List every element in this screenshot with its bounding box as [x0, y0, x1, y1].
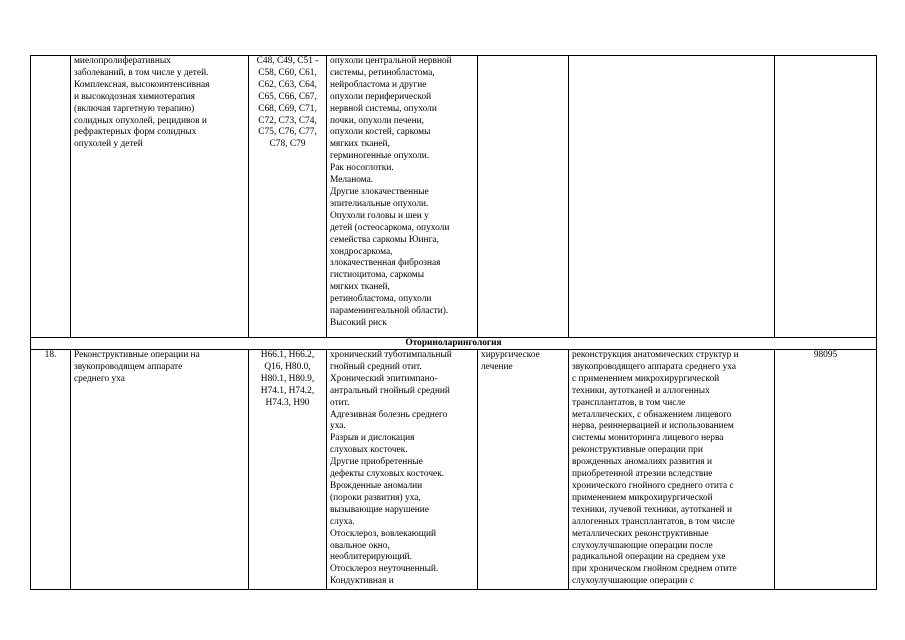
treatment-method-line: при хроническом гнойном среднем отите	[572, 564, 737, 575]
patient-model-line: злокачественная фиброзная	[330, 258, 441, 269]
patient-model-line: гистиоцитома, саркомы	[330, 270, 425, 281]
treatment-method-line: слухоулучшающие операции с	[572, 576, 694, 587]
treatment-method-line: техники, аутотканей и аллогенных	[572, 385, 710, 396]
patient-model-line: семейства саркомы Юинга,	[330, 234, 439, 245]
patient-model-line: уха.	[330, 421, 346, 432]
procedure-name-cell	[71, 350, 249, 590]
patient-model-line: слуха.	[330, 516, 355, 527]
patient-model-line: нейробластома и другие	[330, 79, 427, 90]
procedure-name-line: Комплексная, высокоинтенсивная	[74, 79, 210, 90]
patient-model-line: Хронический эпитимпано-	[330, 373, 438, 384]
treatment-method-line: врожденных аномалиях развития и	[572, 457, 712, 468]
patient-model-line: необлитерирующий.	[330, 552, 412, 563]
icd-code-line: C68, C69, C71,	[258, 103, 317, 114]
patient-model-line: овальное окно,	[330, 540, 390, 551]
procedure-name-line: среднего уха	[74, 373, 125, 384]
patient-model-line: Врожденные аномалии	[330, 480, 423, 491]
patient-model-line: Другие злокачественные	[330, 186, 429, 197]
treatment-method-line: металлических, с обнажением лицевого	[572, 409, 732, 420]
patient-model-line: хондросаркома,	[330, 246, 393, 257]
treatment-method-line: приобретенной атрезии вследствие	[572, 469, 713, 480]
icd-code-line: C48, C49, C51 -	[256, 56, 319, 66]
treatment-type-cell	[478, 350, 569, 590]
patient-model-line: опухоли центральной нервной	[330, 56, 452, 66]
icd-code-line: H74.3, H90	[265, 397, 310, 408]
patient-model-line: хронический туботимпальный	[330, 350, 452, 360]
procedure-name-line: опухолей у детей	[74, 139, 143, 150]
treatment-method-cell	[569, 350, 775, 590]
treatment-method-line: нерва, реиннервацией и использованием	[572, 421, 734, 432]
patient-model-line: Высокий риск	[330, 317, 387, 328]
icd-code-line: Q16, H80.0,	[264, 361, 311, 372]
patient-model-line: Адгезивная болезнь среднего	[330, 409, 448, 420]
icd-code-line: C62, C63, C64,	[258, 79, 317, 90]
patient-model-line: детей (остеосаркома, опухоли	[330, 222, 450, 233]
treatment-method-line: хронического гнойного среднего отита с	[572, 480, 734, 491]
patient-model-cell	[327, 350, 478, 590]
procedure-name-line: заболеваний, в том числе у детей.	[74, 67, 209, 78]
treatment-method-line: системы мониторинга лицевого нерва	[572, 433, 724, 444]
patient-model-line: эпителиальные опухоли.	[330, 198, 429, 209]
procedure-name-line: миелопролиферативных	[74, 56, 171, 66]
row-number-cell	[31, 56, 71, 338]
treatment-method-line: реконструктивные операции при	[572, 445, 703, 456]
treatment-method-cell	[569, 56, 775, 338]
icd-code-line: C72, C73, C74,	[258, 115, 317, 126]
patient-model-line: Отосклероз неуточненный.	[330, 564, 439, 575]
vmp-table	[30, 55, 877, 590]
patient-model-line: ретинобластома, опухоли	[330, 294, 432, 305]
treatment-method-line: применением микрохирургической	[572, 492, 713, 503]
patient-model-line: дефекты слуховых косточек.	[330, 469, 445, 480]
treatment-type-line: хирургическое	[481, 350, 540, 360]
procedure-name-line: (включая таргетную терапию)	[74, 103, 195, 114]
patient-model-line: опухоли костей, саркомы	[330, 127, 431, 138]
procedure-name-line: рефрактерных форм солидных	[74, 127, 197, 138]
patient-model-line: Кондуктивная и	[330, 576, 394, 587]
patient-model-line: слуховых косточек.	[330, 445, 408, 456]
treatment-type-cell	[478, 56, 569, 338]
treatment-method-line: радикальной операции на среднем ухе	[572, 552, 726, 563]
procedure-name-cell	[71, 56, 249, 338]
patient-model-line: герминогенные опухоли.	[330, 151, 430, 162]
icd-code-line: C58, C60, C61,	[258, 67, 317, 78]
patient-model-line: вызывающие нарушение	[330, 504, 429, 515]
patient-model-cell	[327, 56, 478, 338]
table-row-18	[31, 350, 877, 590]
procedure-name-line: звукопроводящем аппарате	[74, 361, 183, 372]
procedure-name-line: Реконструктивные операции на	[74, 350, 200, 360]
icd-code-line: H80.1, H80.9,	[260, 373, 315, 384]
patient-model-line: почки, опухоли печени,	[330, 115, 424, 126]
patient-model-line: Отосклероз, вовлекающий	[330, 528, 437, 539]
icd-code-line: C78, C79	[269, 139, 306, 150]
icd-code-line: C65, C66, C67,	[258, 91, 317, 102]
patient-model-line: отит.	[330, 397, 350, 408]
patient-model-line: Разрыв и дислокация	[330, 433, 415, 444]
treatment-method-line: аллогенных трансплантатов, в том числе	[572, 516, 735, 527]
row-number-cell: 18.	[31, 350, 71, 590]
treatment-method-line: с применением микрохирургической	[572, 373, 720, 384]
patient-model-line: Рак носоглотки.	[330, 163, 394, 174]
procedure-name-line: и высокодозная химиотерапия	[74, 91, 195, 102]
price-cell: 98095	[775, 350, 877, 590]
section-title: Оториноларингология	[31, 338, 877, 350]
patient-model-line: системы, ретинобластома,	[330, 67, 435, 78]
patient-model-line: антральный гнойный средний	[330, 385, 450, 396]
procedure-name-line: солидных опухолей, рецидивов и	[74, 115, 207, 126]
patient-model-line: опухоли периферической	[330, 91, 432, 102]
icd-codes-cell	[249, 350, 327, 590]
patient-model-line: Другие приобретенные	[330, 457, 423, 468]
treatment-type-line: лечение	[481, 361, 513, 372]
treatment-method-line: металлических реконструктивные	[572, 528, 709, 539]
patient-model-line: параменингеальной области).	[330, 306, 449, 317]
treatment-method-line: реконструкция анатомических структур и	[572, 350, 739, 360]
treatment-method-line: слухоулучшающие операции после	[572, 540, 713, 551]
section-header-row	[31, 338, 877, 350]
patient-model-line: Опухоли головы и шеи у	[330, 210, 429, 221]
price-cell	[775, 56, 877, 338]
icd-codes-cell	[249, 56, 327, 338]
icd-code-line: C75, C76, C77,	[258, 127, 317, 138]
icd-code-line: H66.1, H66.2,	[260, 350, 315, 360]
icd-code-line: H74.1, H74.2,	[260, 385, 315, 396]
patient-model-line: нервной системы, опухоли	[330, 103, 437, 114]
treatment-method-line: звукопроводящего аппарата среднего уха	[572, 361, 736, 372]
table-row-continued	[31, 56, 877, 338]
patient-model-line: гнойный средний отит.	[330, 361, 422, 372]
patient-model-line: Меланома.	[330, 175, 374, 186]
patient-model-line: мягких тканей,	[330, 282, 390, 293]
treatment-method-line: техники, лучевой техники, аутотканей и	[572, 504, 733, 515]
patient-model-line: (пороки развития) уха,	[330, 492, 421, 503]
treatment-method-line: трансплантатов, в том числе	[572, 397, 686, 408]
patient-model-line: мягких тканей,	[330, 139, 390, 150]
